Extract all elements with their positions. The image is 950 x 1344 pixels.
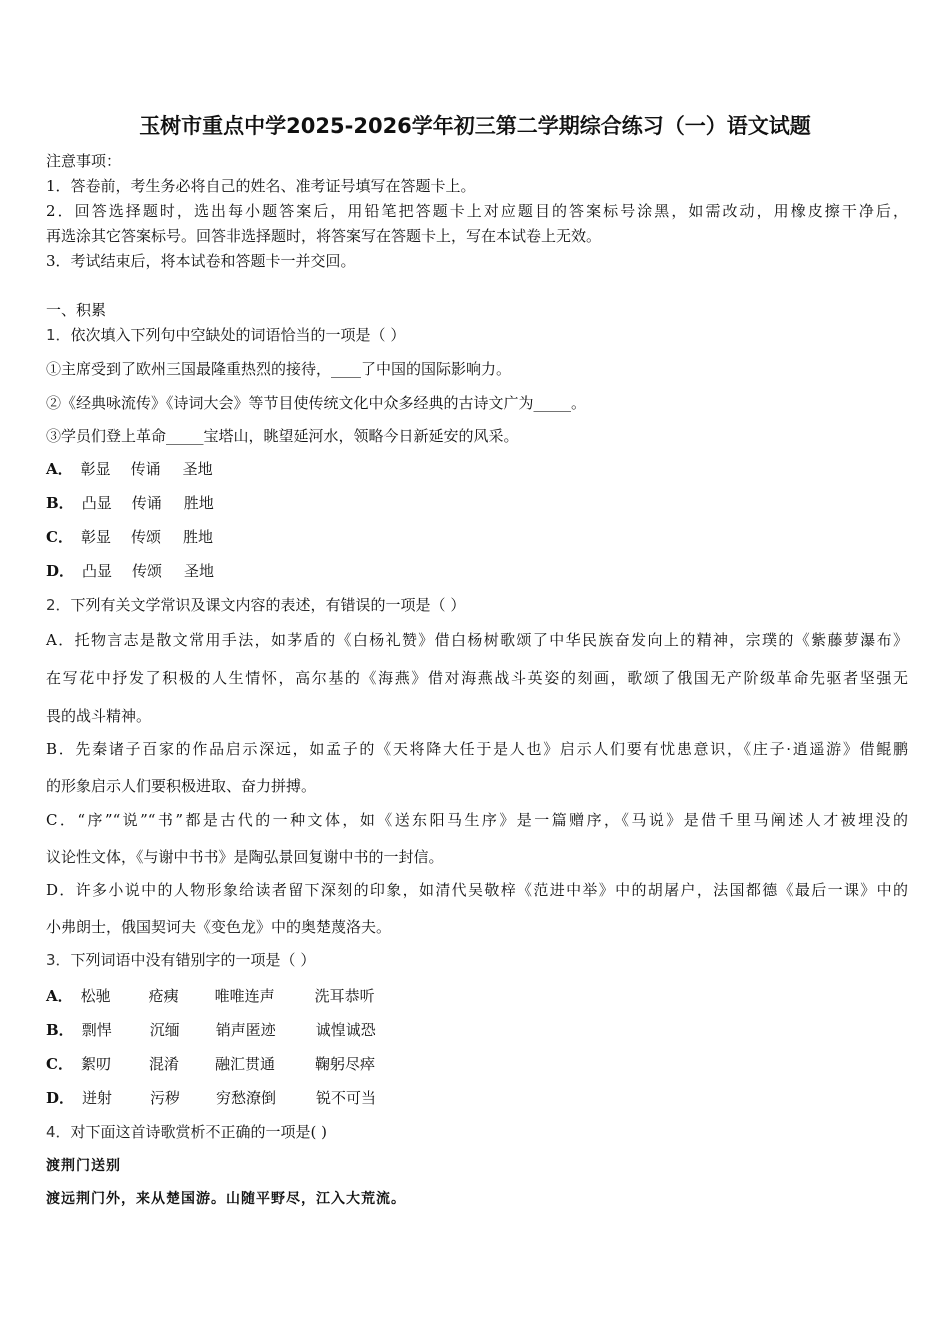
q2-option-b-line-1[interactable]: B．先秦诸子百家的作品启示深远，如孟子的《天将降大任于是人也》启示人们要有忧患意识，《庄子·逍遥游》借鲲鹏 [46, 740, 908, 758]
question-stem: 对下面这首诗歌赏析不正确的一项是( ) [70, 1123, 328, 1141]
option-word: 圣地 [182, 460, 213, 478]
q1-sentence-1: ①主席受到了欧州三国最隆重热烈的接待，____了中国的国际影响力。 [46, 360, 512, 378]
option-word: 鞠躬尽瘁 [314, 1055, 375, 1073]
option-word: 疮痍 [148, 987, 179, 1005]
option-word: 胜地 [183, 494, 214, 512]
notice-item-2a: 2．回答选择题时，选出每小题答案后，用铅笔把答题卡上对应题目的答案标号涂黑，如需改动，用橡皮擦干净后， [46, 202, 908, 220]
notice-item-1: 1．答卷前，考生务必将自己的姓名、准考证号填写在答题卡上。 [46, 177, 476, 195]
section-heading: 一、积累 [46, 301, 107, 319]
q2-option-b-line-2: 的形象启示人们要积极进取、奋力拼搏。 [46, 777, 317, 795]
option-word: 混淆 [148, 1055, 179, 1073]
question-number: 3． [46, 951, 71, 969]
q3-option-a[interactable] [46, 986, 375, 1006]
option-word: 彰显 [80, 460, 111, 478]
question-4 [46, 1122, 908, 1142]
option-word: 传颂 [130, 528, 161, 546]
option-word: 絮叨 [80, 1055, 111, 1073]
page-title: 玉树市重点中学2025-2026学年初三第二学期综合练习（一）语文试题 [139, 114, 811, 138]
option-word: 销声匿迹 [215, 1021, 276, 1039]
option-word: 圣地 [184, 562, 215, 580]
q2-option-c-line-1[interactable]: C．“序”“说”“书”都是古代的一种文体，如《送东阳马生序》是一篇赠序，《马说》是借千里马阐述人才被埋没的 [46, 811, 908, 829]
option-label: B． [46, 494, 74, 512]
q2-option-a-line-1[interactable]: A．托物言志是散文常用手法，如茅盾的《白杨礼赞》借白杨树歌颂了中华民族奋发向上的精神，宗璞的《紫藤萝瀑布》 [46, 631, 908, 649]
q3-option-b[interactable] [46, 1020, 376, 1040]
notice-item-3: 3．考试结束后，将本试卷和答题卡一并交回。 [46, 252, 356, 270]
option-word: 胜地 [182, 528, 213, 546]
option-word: 洗耳恭听 [314, 987, 375, 1005]
option-word: 污秽 [150, 1089, 181, 1107]
q3-option-c[interactable] [46, 1054, 375, 1074]
question-3 [46, 950, 908, 970]
option-word: 传诵 [130, 460, 161, 478]
q3-option-d[interactable] [46, 1088, 376, 1108]
question-number: 1． [46, 326, 71, 344]
option-word: 松驰 [80, 987, 111, 1005]
option-label: D． [46, 1089, 75, 1107]
question-number: 2． [46, 596, 71, 614]
q1-option-a[interactable] [46, 459, 213, 479]
option-word: 沉缅 [149, 1021, 180, 1039]
option-word: 凸显 [82, 562, 113, 580]
option-word: 锐不可当 [316, 1089, 377, 1107]
option-word: 穷愁潦倒 [216, 1089, 277, 1107]
option-label: C． [46, 1055, 73, 1073]
question-number: 4． [46, 1123, 71, 1141]
question-stem: 下列词语中没有错别字的一项是（ ） [70, 951, 316, 969]
option-label: A． [46, 460, 73, 478]
q1-option-d[interactable] [46, 561, 214, 581]
q2-option-a-line-3: 畏的战斗精神。 [46, 707, 152, 725]
q1-option-b[interactable] [46, 493, 214, 513]
option-word: 传颂 [132, 562, 163, 580]
option-word: 彰显 [80, 528, 111, 546]
q2-option-d-line-2: 小弗朗士，俄国契诃夫《变色龙》中的奥楚蔑洛夫。 [46, 918, 392, 936]
option-label: B． [46, 1021, 74, 1039]
notice-heading: 注意事项： [46, 152, 122, 170]
option-word: 融汇贯通 [214, 1055, 275, 1073]
poem-line-1: 渡远荆门外，来从楚国游。山随平野尽，江入大荒流。 [46, 1191, 406, 1207]
option-word: 唯唯连声 [214, 987, 275, 1005]
option-word: 凸显 [81, 494, 112, 512]
option-label: D． [46, 562, 75, 580]
q2-option-a-line-2: 在写花中抒发了积极的人生情怀，高尔基的《海燕》借对海燕战斗英姿的刻画，歌颂了俄国无产阶级革命先驱者坚强无 [46, 669, 908, 687]
question-2 [46, 595, 908, 615]
option-word: 诚惶诚恐 [315, 1021, 376, 1039]
q2-option-d-line-1[interactable]: D．许多小说中的人物形象给读者留下深刻的印象，如清代吴敬梓《范进中举》中的胡屠户，法国都德《最后一课》中的 [46, 881, 908, 899]
option-word: 传诵 [131, 494, 162, 512]
q1-option-c[interactable] [46, 527, 213, 547]
poem-title: 渡荆门送别 [46, 1158, 121, 1174]
q2-option-c-line-2: 议论性文体，《与谢中书书》是陶弘景回复谢中书的一封信。 [46, 848, 444, 866]
q1-sentence-2: ②《经典咏流传》《诗词大会》等节目使传统文化中众多经典的古诗文广为_____。 [46, 394, 587, 412]
option-word: 迸射 [82, 1089, 113, 1107]
question-stem: 下列有关文学常识及课文内容的表述，有错误的一项是（ ） [70, 596, 466, 614]
question-1 [46, 325, 908, 345]
option-word: 剽悍 [81, 1021, 112, 1039]
option-label: A． [46, 987, 73, 1005]
question-stem: 依次填入下列句中空缺处的词语恰当的一项是（ ） [70, 326, 406, 344]
notice-item-2b: 再选涂其它答案标号。回答非选择题时，将答案写在答题卡上，写在本试卷上无效。 [46, 227, 602, 245]
q1-sentence-3: ③学员们登上革命_____宝塔山，眺望延河水，领略今日新延安的风采。 [46, 427, 519, 445]
option-label: C． [46, 528, 73, 546]
